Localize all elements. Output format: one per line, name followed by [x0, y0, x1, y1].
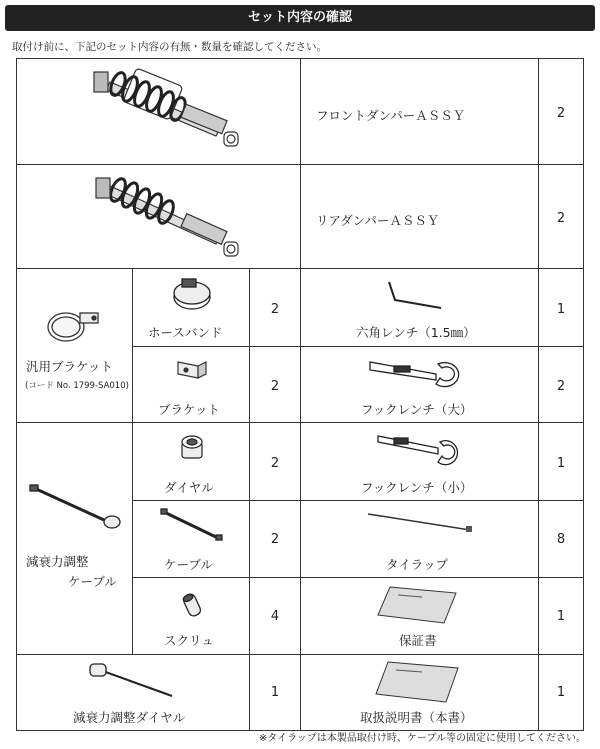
- rear-damper-qty: 2: [556, 211, 566, 226]
- cable-group-title-2: ケーブル: [68, 574, 117, 589]
- cable-group-title-1: 減衰力調整: [26, 554, 89, 569]
- bracket-qty: 2: [270, 379, 280, 394]
- dial-icon: [178, 432, 206, 462]
- cable-long-icon: [28, 484, 124, 530]
- hose-band-icon: [170, 277, 214, 313]
- tie-wrap-label: タイラップ: [386, 557, 449, 572]
- bracket-icon: [174, 358, 210, 384]
- front-damper-label: フロントダンパーＡＳＳＹ: [316, 108, 466, 123]
- warranty-icon: [376, 585, 462, 625]
- hook-wrench-small-icon: [374, 432, 474, 470]
- adjust-dial-qty: 1: [270, 685, 280, 700]
- tie-wrap-icon: [366, 510, 476, 534]
- cable-label: ケーブル: [164, 557, 213, 572]
- manual-icon: [374, 660, 464, 704]
- hose-band-qty: 2: [270, 302, 280, 317]
- hook-wrench-small-qty: 1: [556, 456, 566, 471]
- hook-wrench-large-icon: [366, 356, 476, 390]
- warranty-qty: 1: [556, 609, 566, 624]
- cable-qty: 2: [270, 532, 280, 547]
- dial-label: ダイヤル: [164, 480, 214, 495]
- front-damper-icon: [70, 68, 250, 158]
- cable-icon: [160, 508, 226, 542]
- hook-wrench-small-label: フックレンチ（小）: [361, 480, 473, 495]
- hose-band-label: ホースバンド: [148, 325, 223, 340]
- hex-wrench-label: 六角レンチ（1.5㎜）: [356, 325, 476, 340]
- manual-qty: 1: [556, 685, 566, 700]
- hex-wrench-icon: [385, 280, 445, 310]
- footnote: ※タイラップは本製品取付け時、ケーブル等の固定に使用してください。: [258, 733, 586, 744]
- bracket-group-title: 汎用ブラケット: [26, 359, 113, 374]
- hex-wrench-qty: 1: [556, 302, 566, 317]
- intro-text: 取付け前に、下記のセット内容の有無・数量を確認してください。: [12, 41, 327, 53]
- dial-qty: 2: [270, 456, 280, 471]
- bracket-label: ブラケット: [158, 402, 220, 417]
- screw-icon: [178, 590, 208, 620]
- manual-label: 取扱説明書（本書）: [360, 710, 473, 725]
- rear-damper-icon: [70, 172, 250, 264]
- screw-qty: 4: [270, 609, 280, 624]
- front-damper-qty: 2: [556, 106, 566, 121]
- hook-wrench-large-qty: 2: [556, 379, 566, 394]
- rear-damper-label: リアダンパーＡＳＳＹ: [316, 213, 440, 228]
- adjust-dial-icon: [84, 660, 180, 702]
- screw-label: スクリュ: [164, 633, 214, 648]
- section-title: セット内容の確認: [247, 10, 352, 25]
- bracket-group-code: (コード No. 1799-SA010): [25, 381, 129, 391]
- warranty-label: 保証書: [399, 633, 437, 648]
- hook-wrench-large-label: フックレンチ（大）: [361, 402, 473, 417]
- adjust-dial-label: 減衰力調整ダイヤル: [73, 710, 186, 725]
- cell-cable-group: [16, 422, 133, 655]
- general-bracket-icon: [44, 305, 104, 347]
- tie-wrap-qty: 8: [556, 532, 566, 547]
- section-header: [5, 5, 595, 31]
